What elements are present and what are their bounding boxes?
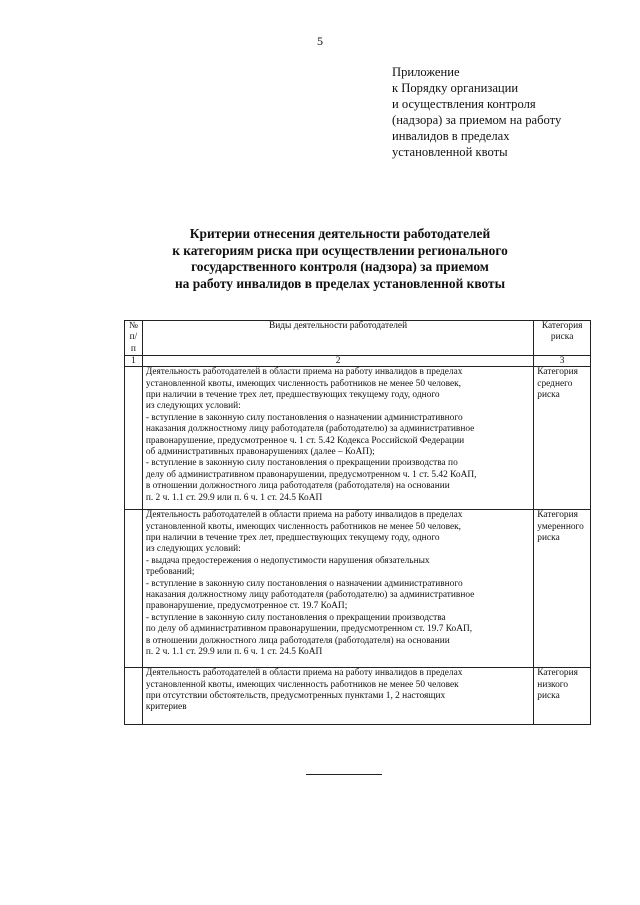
category-line: Категория (537, 510, 578, 521)
activity-cell (142, 668, 533, 725)
column-number-row (125, 356, 591, 367)
activity-line: п. 2 ч. 1.1 ст. 29.9 или п. 6 ч. 1 ст. 24.5 КоАП (145, 492, 323, 503)
appendix-line: Приложение (392, 65, 460, 79)
category-line: Категория (537, 668, 578, 679)
activity-line: установленной квоты, имеющих численность работников не менее 50 человек, (145, 521, 462, 532)
title-line: к категориям риска при осуществлении регионального (172, 242, 508, 258)
activity-line: при наличии в течение трех лет, предшествующих текущему году, одного (145, 533, 440, 544)
activity-line: Деятельность работодателей в области приема на работу инвалидов в пределах (145, 510, 463, 521)
category-line: риска (537, 533, 560, 544)
category-cell (534, 668, 591, 725)
activity-cell (142, 367, 533, 510)
activity-line: требований; (145, 567, 195, 578)
activity-line: правонарушение, предусмотренное ч. 1 ст. 5.42 Кодекса Российской Федерации (145, 435, 465, 446)
document-title (110, 226, 570, 292)
activity-line: наказания должностному лицу работодателя (работодателю) за административное (145, 590, 475, 601)
activity-line: при наличии в течение трех лет, предшествующих текущему году, одного (145, 390, 440, 401)
activity-line: при отсутствии обстоятельств, предусмотренных пунктами 1, 2 настоящих (145, 691, 446, 702)
activity-line: из следующих условий: (145, 544, 241, 555)
row-number-cell (125, 367, 143, 510)
activity-line: - выдача предостережения о недопустимости нарушения обязательных (145, 555, 430, 566)
appendix-block (392, 64, 632, 160)
header-category-line: риска (550, 332, 574, 343)
activity-line: по делу об административном правонарушении, предусмотренном ст. 19.7 КоАП, (145, 624, 473, 635)
column-number: 3 (534, 356, 591, 367)
category-line: умеренного (537, 521, 584, 532)
activity-line: в отношении должностного лица работодателя (работодателя) на основании (145, 481, 450, 492)
row-number-cell (125, 668, 143, 725)
column-number: 1 (125, 356, 143, 367)
page-number: 5 (317, 34, 323, 48)
activity-line: наказания должностному лицу работодателя (работодателю) за административное (145, 424, 475, 435)
activity-line: - вступление в законную силу постановления о назначении административного (145, 578, 463, 589)
appendix-line: к Порядку организации (392, 81, 519, 95)
appendix-line: и осуществления контроля (392, 97, 536, 111)
activity-line: установленной квоты, имеющих численность работников не менее 50 человек (145, 679, 459, 690)
column-number: 2 (142, 356, 533, 367)
row-number-cell (125, 510, 143, 668)
category-line: риска (537, 691, 560, 702)
header-number-line: № (128, 321, 138, 331)
activity-line: правонарушение, предусмотренное ст. 19.7 КоАП; (145, 601, 348, 612)
activity-line: в отношении должностного лица работодателя (работодателя) на основании (145, 635, 450, 646)
category-cell (534, 510, 591, 668)
header-category (534, 321, 591, 356)
criteria-table (124, 320, 591, 725)
title-line: Критерии отнесения деятельности работодателей (189, 226, 491, 241)
activity-line: Деятельность работодателей в области приема на работу инвалидов в пределах (145, 668, 463, 679)
activity-line: делу об административном правонарушении, предусмотренном ч. 1 ст. 5.42 КоАП, (145, 469, 477, 480)
activity-line: п. 2 ч. 1.1 ст. 29.9 или п. 6 ч. 1 ст. 24.5 КоАП (145, 647, 323, 658)
activity-line: Деятельность работодателей в области приема на работу инвалидов в пределах (145, 367, 463, 378)
activity-line: об административных правонарушениях (далее – КоАП); (145, 447, 375, 458)
activity-cell (142, 510, 533, 668)
header-number-line: п/п (129, 332, 138, 354)
category-line: Категория (537, 367, 578, 378)
category-line: среднего (537, 378, 573, 389)
appendix-line: инвалидов в пределах (392, 129, 510, 143)
activity-line: - вступление в законную силу постановления о прекращении производства по (145, 458, 458, 469)
title-line: государственного контроля (надзора) за приемом (191, 259, 489, 274)
appendix-line: (надзора) за приемом на работу (392, 113, 562, 127)
table-row (125, 668, 591, 725)
category-line: риска (537, 390, 560, 401)
table-row (125, 510, 591, 668)
activity-line: установленной квоты, имеющих численность работников не менее 50 человек, (145, 378, 462, 389)
separator-line (306, 774, 382, 775)
title-line: на работу инвалидов в пределах установленной квоты (174, 275, 506, 291)
header-category-line: Категория (541, 321, 583, 331)
header-number (125, 321, 143, 356)
table-header-row (125, 321, 591, 356)
activity-line: из следующих условий: (145, 401, 241, 412)
category-line: низкого (537, 679, 569, 690)
activity-line: критериев (145, 702, 187, 713)
activity-line: - вступление в законную силу постановления о прекращении производства (145, 612, 446, 623)
appendix-line: установленной квоты (392, 145, 508, 159)
activity-line: - вступление в законную силу постановления о назначении административного (145, 412, 463, 423)
category-cell (534, 367, 591, 510)
header-activity: Виды деятельности работодателей (142, 321, 533, 356)
table-row (125, 367, 591, 510)
